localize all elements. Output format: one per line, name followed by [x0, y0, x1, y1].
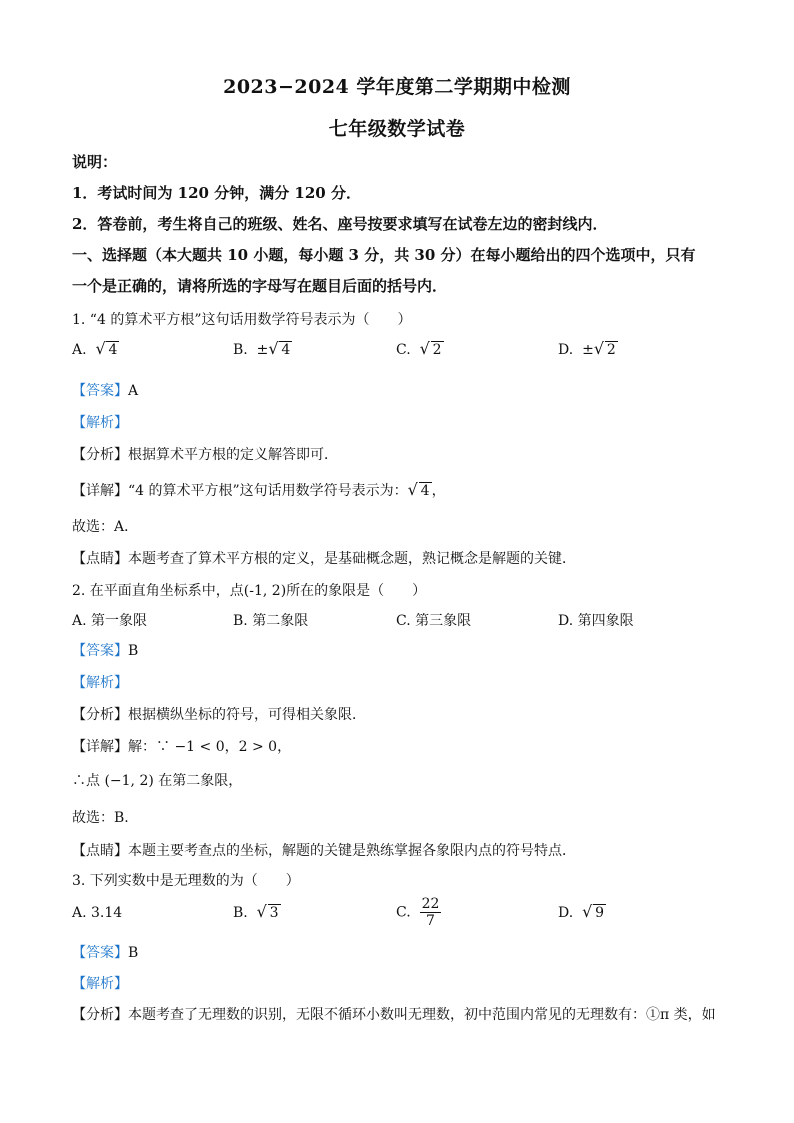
dianjing-tag: 【点睛】 — [72, 551, 128, 567]
q2-option-a — [72, 610, 147, 630]
answer-tag: 【答案】 — [72, 945, 128, 961]
q3-analysis-tag — [72, 973, 720, 993]
q2-fenxi — [72, 704, 720, 724]
fenxi-text: 根据算术平方根的定义解答即可． — [128, 447, 338, 463]
option-prefix: ± — [256, 342, 269, 358]
notes-label: 说明： — [72, 153, 118, 171]
dianjing-tag: 【点睛】 — [72, 843, 128, 859]
answer-value: B — [128, 945, 139, 961]
option-letter: D. — [558, 342, 574, 358]
q2-analysis-tag — [72, 672, 720, 692]
q1-option-d — [558, 339, 618, 358]
answer-tag: 【答案】 — [72, 383, 128, 399]
fraction-numerator: 22 — [421, 896, 440, 912]
sqrt-symbol: √ 4 — [95, 339, 118, 358]
option-letter: A. — [72, 342, 87, 358]
notes-item-2: 2．答卷前，考生将自己的班级、姓名、座号按要求填写在试卷左边的密封线内． — [72, 215, 608, 233]
section-heading-line2: 一个是正确的，请将所选的字母写在题目后面的括号内． — [72, 277, 448, 295]
q2-dianjing — [72, 840, 720, 860]
xiangjie-tag: 【详解】 — [72, 483, 128, 499]
notes-item-1: 1．考试时间为 120 分钟，满分 120 分． — [72, 184, 361, 202]
q1-analysis-tag — [72, 412, 720, 432]
option-letter: B. — [233, 613, 248, 629]
xiangjie-text: 解：∵ −1 < 0，2 > 0， — [128, 739, 292, 755]
q1-stem: 1. “4 的算术平方根”这句话用数学符号表示为（ ） — [72, 312, 412, 328]
analysis-tag: 【解析】 — [72, 415, 128, 431]
option-prefix: ± — [582, 342, 594, 358]
sqrt-symbol: √ 2 — [593, 339, 616, 358]
exam-subtitle: 七年级数学试卷 — [328, 118, 466, 140]
radicand: 4 — [281, 342, 291, 358]
q2-stem: 2. 在平面直角坐标系中，点(-1, 2)所在的象限是（ ） — [72, 583, 427, 599]
radicand: 4 — [108, 342, 118, 358]
section-heading-line1: 一、选择题（本大题共 10 小题，每小题 3 分，共 30 分）在每小题给出的四个选项中，只有 — [72, 246, 696, 264]
fraction-denominator: 7 — [426, 913, 435, 929]
fraction — [420, 896, 442, 929]
q3-fenxi — [72, 1004, 720, 1024]
q3-option-d — [558, 902, 606, 921]
q1-conclusion: 故选：A． — [72, 519, 139, 535]
answer-value: B — [128, 643, 139, 659]
q1-option-a — [72, 339, 119, 358]
analysis-tag: 【解析】 — [72, 976, 128, 992]
q2-option-d — [558, 610, 634, 630]
sqrt-symbol: √ 2 — [419, 339, 442, 358]
q3-stem: 3. 下列实数中是无理数的为（ ） — [72, 873, 300, 889]
xiangjie-text: “4 的算术平方根”这句话用数学符号表示为： — [128, 483, 408, 499]
radicand: 9 — [595, 905, 605, 921]
dianjing-text: 本题考查了算术平方根的定义，是基础概念题，熟记概念是解题的关键． — [128, 551, 576, 567]
option-letter: C. — [396, 613, 411, 629]
q2-option-b — [233, 610, 308, 630]
q1-fenxi — [72, 444, 720, 464]
option-letter: B. — [233, 342, 248, 358]
fenxi-text: 本题考查了无理数的识别，无限不循环小数叫无理数，初中范围内常见的无理数有：①π 类，如 — [128, 1007, 716, 1023]
sqrt-symbol: √ 3 — [256, 902, 279, 921]
q1-option-b — [233, 339, 292, 358]
xiangjie-end: ， — [431, 483, 446, 499]
fenxi-tag: 【分析】 — [72, 447, 128, 463]
sqrt-symbol: √ 9 — [582, 902, 605, 921]
q3-option-c — [396, 896, 441, 929]
answer-tag: 【答案】 — [72, 643, 128, 659]
q2-conclusion: 故选：B. — [72, 810, 129, 826]
option-text: 第二象限 — [252, 613, 309, 629]
radicand: 3 — [269, 905, 279, 921]
radicand: 2 — [432, 342, 442, 358]
option-letter: D. — [558, 613, 574, 629]
answer-value: A — [128, 383, 139, 399]
q3-option-b — [233, 902, 281, 921]
q2-xiangjie — [72, 736, 720, 756]
option-letter: A. — [72, 613, 87, 629]
q1-xiangjie — [72, 480, 720, 500]
option-letter: D. — [558, 905, 574, 921]
q1-option-c — [396, 339, 444, 358]
xiangjie-tag: 【详解】 — [72, 739, 128, 755]
radicand: 2 — [606, 342, 616, 358]
q2-step: ∴点 (−1, 2) 在第二象限， — [72, 773, 243, 789]
fenxi-tag: 【分析】 — [72, 1007, 128, 1023]
q2-option-c — [396, 610, 471, 630]
exam-title: 2023−2024 学年度第二学期期中检测 — [223, 76, 571, 98]
fenxi-text: 根据横纵坐标的符号，可得相关象限． — [128, 707, 366, 723]
option-text: 第一象限 — [91, 613, 148, 629]
option-text: 第三象限 — [415, 613, 472, 629]
radicand: 4 — [420, 483, 430, 499]
q3-option-a — [72, 905, 122, 921]
option-text: 第四象限 — [577, 613, 634, 629]
analysis-tag: 【解析】 — [72, 675, 128, 691]
q3-answer — [72, 942, 720, 962]
sqrt-symbol: √ 4 — [407, 480, 430, 499]
fenxi-tag: 【分析】 — [72, 707, 128, 723]
dianjing-text: 本题主要考查点的坐标，解题的关键是熟练掌握各象限内点的符号特点． — [128, 843, 576, 859]
q1-answer — [72, 380, 720, 400]
option-text: 3.14 — [91, 905, 123, 921]
option-letter: A. — [72, 905, 87, 921]
q1-dianjing — [72, 548, 720, 568]
option-letter: C. — [396, 904, 411, 921]
sqrt-symbol: √ 4 — [268, 339, 291, 358]
option-letter: B. — [233, 905, 248, 921]
q2-answer — [72, 640, 720, 660]
option-letter: C. — [396, 342, 411, 358]
